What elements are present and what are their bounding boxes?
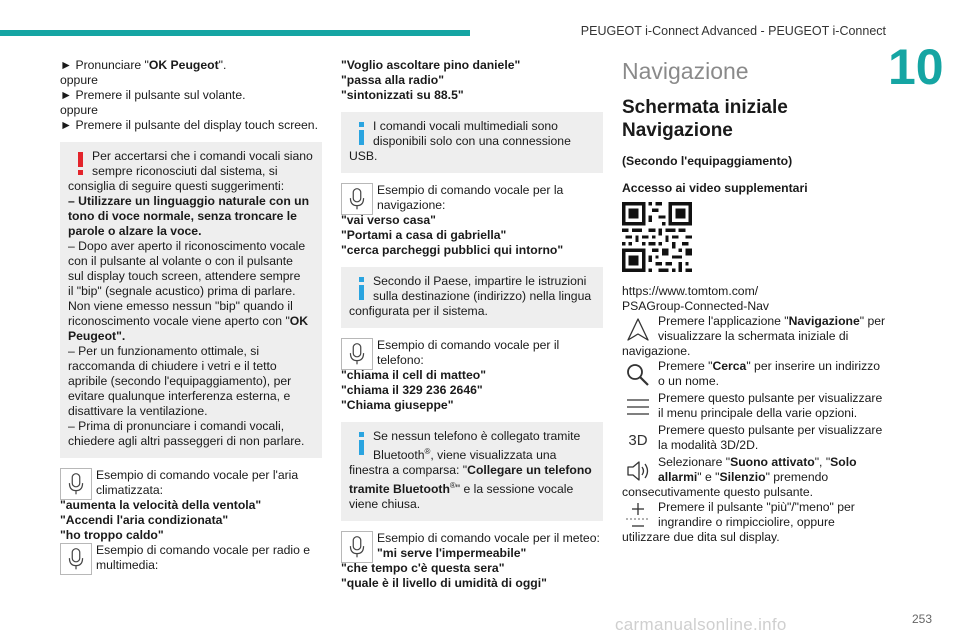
qr-code-icon[interactable] xyxy=(622,202,692,272)
info-icon xyxy=(351,275,373,301)
header-title: PEUGEOT i-Connect Advanced - PEUGEOT i-Connect xyxy=(580,24,886,38)
navigation-arrow-icon xyxy=(622,314,654,346)
info-note-usb: I comandi vocali multimediali sono disponibili solo con una connessione USB. xyxy=(341,112,603,173)
nav-item-3d: 3D Premere questo pulsante per visualizzare la modalità 3D/2D. xyxy=(622,423,888,455)
3d-icon xyxy=(622,423,654,455)
zoom-plus-minus-icon xyxy=(622,500,654,532)
nav-item-sound: Selezionare "Suono attivato", "Solo allarmi" e "Silenzio" premendo consecutivamente questo pulsante. xyxy=(622,455,857,499)
tomtom-url: PSAGroup-Connected-Nav xyxy=(622,299,769,313)
voice-command-phone: Esempio di comando vocale per il telefono: "chiama il cell di matteo" "chiama il 329 236 2646" "Chiama giuseppe" xyxy=(341,338,560,412)
section-subtitle: Schermata iniziale Navigazione xyxy=(622,97,788,141)
nav-item-zoom: Premere il pulsante "più"/"meno" per ingrandire o rimpicciolire, oppure utilizzare due dita sul display. xyxy=(622,500,855,544)
voice-command-climate: Esempio di comando vocale per l'aria climatizzata: "aumenta la velocità della ventola" "Accendi l'aria condizionata" "ho troppo caldo" xyxy=(60,468,299,542)
speaker-icon xyxy=(622,455,654,487)
exclamation-icon xyxy=(70,150,92,176)
nav-item-navigation: Premere l'applicazione "Navigazione" per visualizzare la schermata iniziale di navigazione. xyxy=(622,314,886,358)
page-number: 253 xyxy=(912,612,933,626)
radio-example: "Voglio ascoltare pino daniele" xyxy=(341,58,521,72)
voice-command-weather: Esempio di comando vocale per il meteo: "mi serve l'impermeabile" "che tempo c'è questa sera" "quale è il livello di umidità di oggi" xyxy=(341,531,600,591)
menu-icon xyxy=(622,391,654,423)
info-note-bluetooth: Se nessun telefono è collegato tramite Bluetooth®, viene visualizzata una finestra a comparsa: "Collegare un telefono tramite Bluetooth®" e la sessione vocale viene chiusa. xyxy=(341,422,603,521)
step-touchscreen: ► Premere il pulsante del display touch screen. xyxy=(60,118,318,132)
microphone-icon xyxy=(60,468,92,500)
watermark: carmanualsonline.info xyxy=(615,615,787,634)
step-say: ► Pronunciare "OK Peugeot". xyxy=(60,58,227,72)
radio-example: "passa alla radio" xyxy=(341,73,445,87)
voice-command-radio: Esempio di comando vocale per radio e multimedia: xyxy=(60,543,322,573)
section-title: Navigazione xyxy=(622,58,749,84)
info-icon xyxy=(351,120,373,146)
svg-text:3D: 3D xyxy=(628,432,648,449)
header-accent-bar xyxy=(0,30,470,36)
voice-command-navigation: Esempio di comando vocale per la navigazione: "vai verso casa" "Portami a casa di gabriella" "cerca parcheggi pubblici qui intorno" xyxy=(341,183,564,257)
nav-item-search: Premere "Cerca" per inserire un indirizzo o un nome. xyxy=(622,359,888,391)
microphone-icon xyxy=(60,543,92,575)
or-text: oppure xyxy=(60,73,98,87)
nav-item-menu: Premere questo pulsante per visualizzare il menu principale della varie opzioni. xyxy=(622,391,888,423)
column-2 xyxy=(341,58,603,591)
tomtom-url: https://www.tomtom.com/ xyxy=(622,284,759,298)
info-note-country: Secondo il Paese, impartire le istruzioni sulla destinazione (indirizzo) nella lingua configurata per il sistema. xyxy=(341,267,603,328)
equipment-note: (Secondo l'equipaggiamento) xyxy=(622,154,793,168)
microphone-icon xyxy=(341,338,373,370)
info-icon xyxy=(351,430,373,456)
column-3 xyxy=(622,58,888,545)
or-text: oppure xyxy=(60,103,98,117)
column-1 xyxy=(60,58,322,573)
radio-example: "sintonizzati su 88.5" xyxy=(341,88,464,102)
search-icon xyxy=(622,359,654,391)
step-steering: ► Premere il pulsante sul volante. xyxy=(60,88,246,102)
microphone-icon xyxy=(341,531,373,563)
videos-heading: Accesso ai video supplementari xyxy=(622,181,808,195)
microphone-icon xyxy=(341,183,373,215)
warning-note: Per accertarsi che i comandi vocali siano sempre riconosciuti dal sistema, si consiglia di seguire questi suggerimenti: – Utilizzare un linguaggio naturale con un tono di voce normale, senza troncare le parole o alzare la voce. – Dopo aver aperto il riconoscimento vocale con il pulsante al volante o con il pulsante sul display touch screen, attendere sempre il "bip" (segnale acustico) prima di parlare. Non viene emesso nessun "bip" quando il riconoscimento vocale viene aperto con "OK Peugeot". – Per un funzionamento ottimale, si raccomanda di chiudere i vetri e il tetto apribile (secondo l'equipaggiamento), per evitare qualunque interferenza esterna, e disattivare la ventilazione. – Prima di pronunciare i comandi vocali, chiedere agli altri passeggeri di non parlare. xyxy=(60,142,322,458)
chapter-number: 10 xyxy=(888,39,944,95)
